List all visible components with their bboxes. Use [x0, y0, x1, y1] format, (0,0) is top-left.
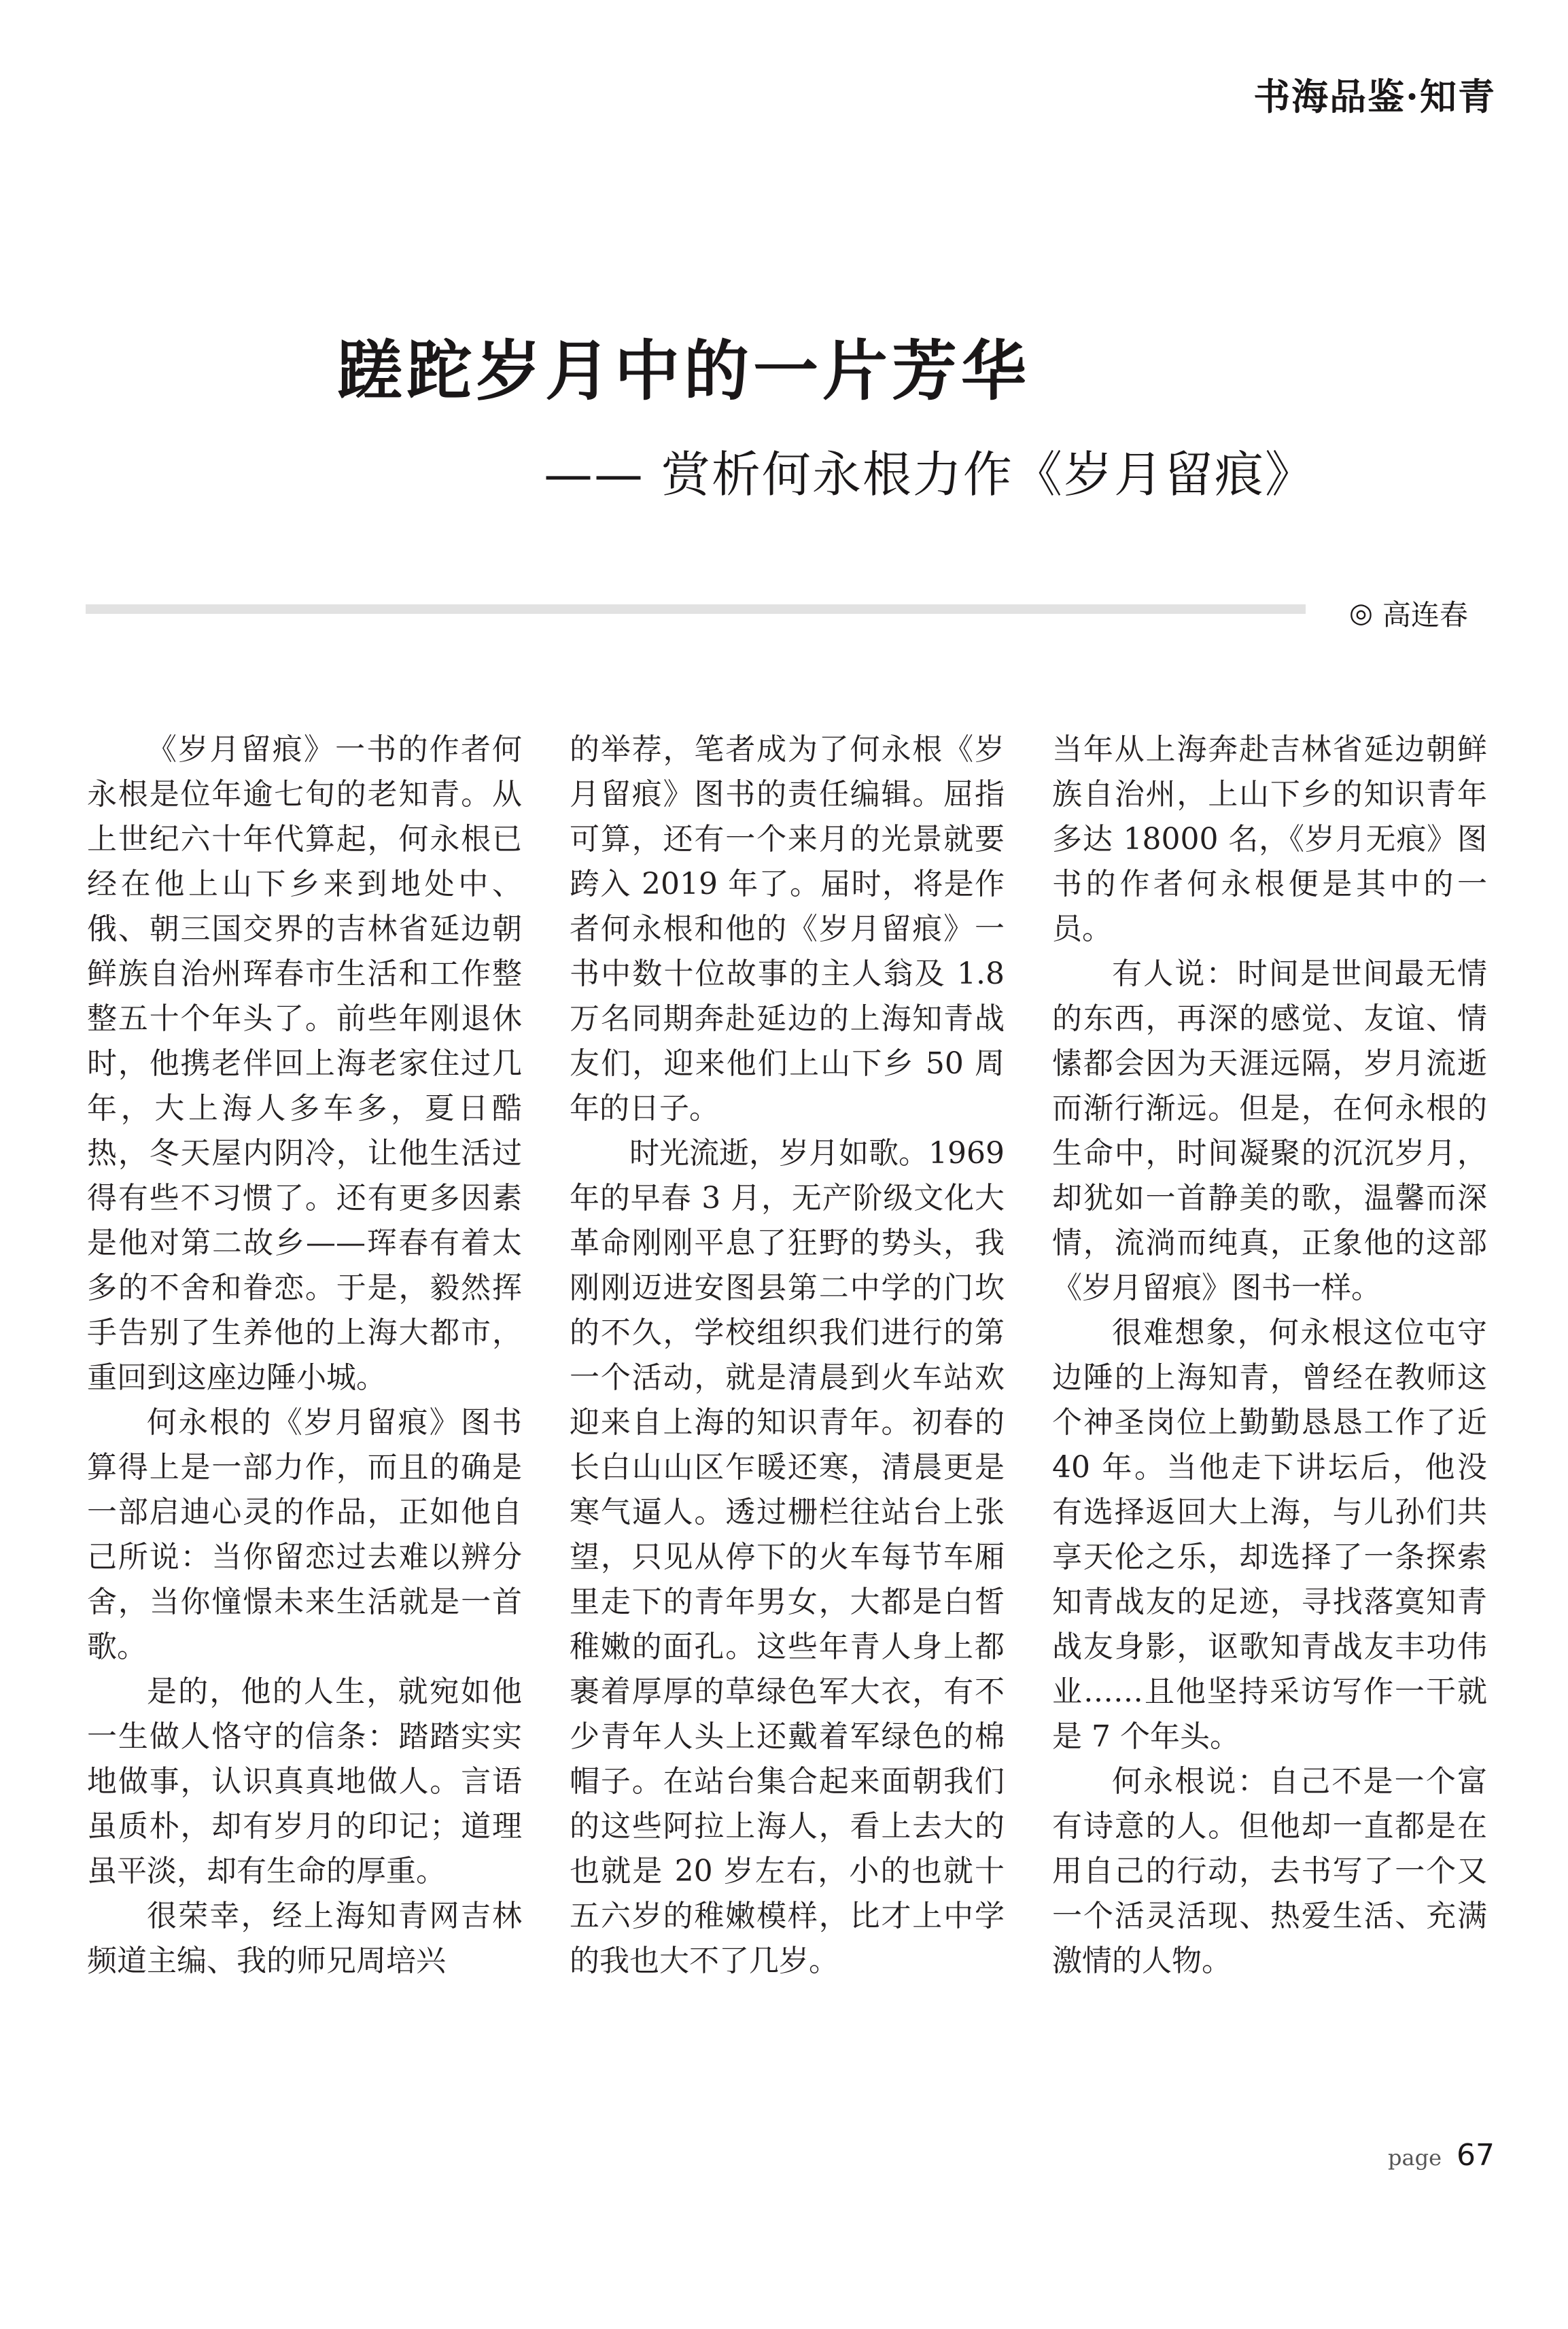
- paragraph: 时光流逝，岁月如歌。1969 年的早春 3 月，无产阶级文化大革命刚刚平息了狂野的势头，我刚刚迈进安图县第二中学的门坎的不久，学校组织我们进行的第一个活动，就是清晨到火车站欢迎来自上海的知识青年。初春的长白山山区乍暖还寒，清晨更是寒气逼人。透过栅栏往站台上张望，只见从停下的火车每节车厢里走下的青年男女，大都是白皙稚嫩的面孔。这些年青人身上都裹着厚厚的草绿色军大衣，有不少青年人头上还戴着军绿色的棉帽子。在站台集合起来面朝我们的这些阿拉上海人，看上去大的也就是 20 岁左右，小的也就十五六岁的稚嫩模样，比才上中学的我也大不了几岁。: [570, 1136, 1005, 1978]
- page-label: page: [1388, 2145, 1442, 2171]
- title-rule: [86, 604, 1306, 614]
- page-number: 67: [1457, 2138, 1495, 2173]
- author-name: 高连春: [1382, 598, 1468, 632]
- column-2: [570, 727, 1005, 1984]
- double-circle-icon: ◎: [1349, 598, 1373, 629]
- paragraph: 很荣幸，经上海知青网吉林频道主编、我的师兄周培兴: [87, 1899, 522, 1978]
- paragraph: 《岁月留痕》一书的作者何永根是位年逾七旬的老知青。从上世纪六十年代算起，何永根已经在他上山下乡来到地处中、俄、朝三国交界的吉林省延边朝鲜族自治州珲春市生活和工作整整五十个年头了。前些年刚退休时，他携老伴回上海老家住过几年，大上海人多车多，夏日酷热，冬天屋内阴冷，让他生活过得有些不习惯了。还有更多因素是他对第二故乡——珲春有着太多的不舍和眷恋。于是，毅然挥手告别了生养他的上海大都市，重回到这座边陲小城。: [87, 732, 522, 1395]
- column-1: [87, 727, 522, 1984]
- page-footer: [1388, 2138, 1495, 2173]
- paragraph: 何永根说：自己不是一个富有诗意的人。但他却一直都是在用自己的行动，去书写了一个又一个活灵活现、热爱生活、充满激情的人物。: [1052, 1764, 1487, 1978]
- article-subtitle: —— 赏析何永根力作《岁月留痕》: [544, 446, 1315, 503]
- column-3: [1052, 727, 1487, 1984]
- paragraph: 是的，他的人生，就宛如他一生做人恪守的信条：踏踏实实地做事，认识真真地做人。言语虽质朴，却有岁月的印记；道理虽平淡，却有生命的厚重。: [87, 1674, 522, 1888]
- paragraph: 有人说：时间是世间最无情的东西，再深的感觉、友谊、情愫都会因为天涯远隔，岁月流逝而渐行渐远。但是，在何永根的生命中，时间凝聚的沉沉岁月，却犹如一首静美的歌，温馨而深情，流淌而纯真，正象他的这部《岁月留痕》图书一样。: [1052, 956, 1487, 1305]
- paragraph: 很难想象，何永根这位屯守边陲的上海知青，曾经在教师这个神圣岗位上勤勤恳恳工作了近 40 年。当他走下讲坛后，他没有选择返回大上海，与儿孙们共享天伦之乐，却选择了一条探索知青战友的足迹，寻找落寞知青战友身影，讴歌知青战友丰功伟业……且他坚持采访写作一干就是 7 个年头。: [1052, 1315, 1487, 1754]
- article-title: 蹉跎岁月中的一片芳华: [337, 333, 1030, 409]
- byline: [1349, 593, 1468, 634]
- section-tag: 书海品鉴·知青: [1253, 75, 1496, 118]
- paragraph: 的举荐，笔者成为了何永根《岁月留痕》图书的责任编辑。屈指可算，还有一个来月的光景就要跨入 2019 年了。届时，将是作者何永根和他的《岁月留痕》一书中数十位故事的主人翁及 1.8 万名同期奔赴延边的上海知青战友们，迎来他们上山下乡 50 周年的日子。: [570, 732, 1005, 1126]
- paragraph: 何永根的《岁月留痕》图书算得上是一部力作，而且的确是一部启迪心灵的作品，正如他自己所说：当你留恋过去难以辨分舍，当你憧憬未来生活就是一首歌。: [87, 1405, 522, 1664]
- paragraph: 当年从上海奔赴吉林省延边朝鲜族自治州，上山下乡的知识青年多达 18000 名，《岁月无痕》图书的作者何永根便是其中的一员。: [1052, 732, 1487, 946]
